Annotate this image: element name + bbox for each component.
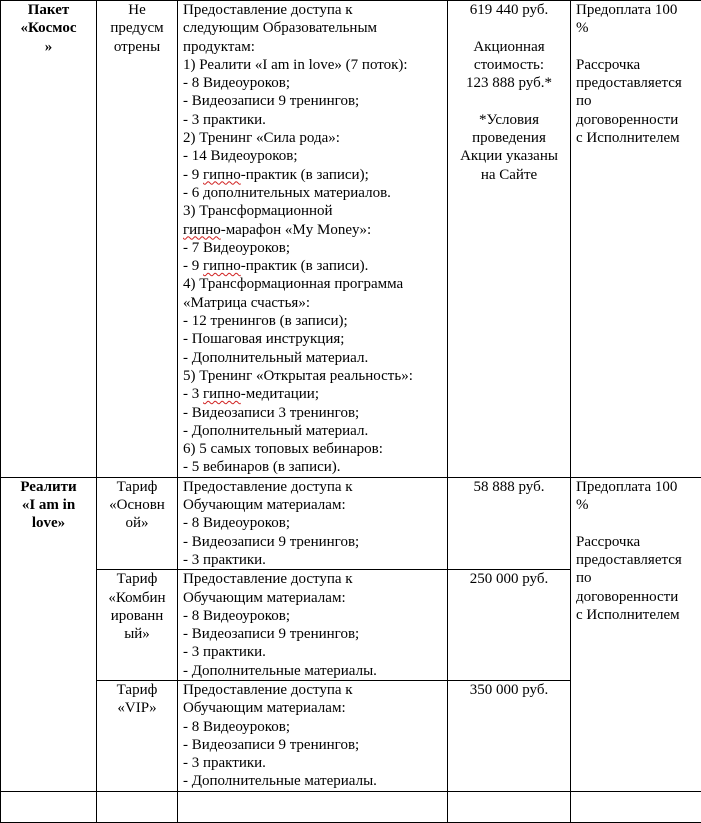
- text-line: 1) Реалити «I am in love» (7 поток):: [183, 56, 442, 74]
- package-cell: [1, 1, 97, 478]
- text-line: предоставляется: [576, 551, 696, 569]
- price-cell: [448, 570, 571, 681]
- payment-cell: [571, 477, 701, 791]
- package-cell: [1, 477, 97, 791]
- text-line: Пакет: [6, 1, 91, 19]
- text-line: договоренности: [576, 588, 696, 606]
- text-line: «Космос: [6, 19, 91, 37]
- text-line: 2) Тренинг «Сила рода»:: [183, 129, 442, 147]
- text-line: - 7 Видеоуроков;: [183, 239, 442, 257]
- text-line: - 3 гипно-медитации;: [183, 385, 442, 403]
- description-cell: [178, 680, 448, 791]
- text-line: love»: [6, 514, 91, 532]
- spellcheck-mark: гипно: [183, 222, 221, 238]
- text-line: ый»: [102, 625, 172, 643]
- text-line: Тариф: [102, 681, 172, 699]
- text-line: 5) Тренинг «Открытая реальность»:: [183, 367, 442, 385]
- text-line: 6) 5 самых топовых вебинаров:: [183, 440, 442, 458]
- text-line: отрены: [102, 38, 172, 56]
- text-line: - Видеозаписи 3 тренингов;: [183, 404, 442, 422]
- price-cell: [448, 1, 571, 478]
- text-line: Предоставление доступа к: [183, 681, 442, 699]
- text-line: с Исполнителем: [576, 606, 696, 624]
- text-line: стоимость:: [453, 56, 565, 74]
- text-line: [453, 19, 565, 37]
- text-line: по: [576, 92, 696, 110]
- text-line: - 6 дополнительных материалов.: [183, 184, 442, 202]
- text-line: - 8 Видеоуроков;: [183, 718, 442, 736]
- text-line: ированн: [102, 607, 172, 625]
- description-cell: [178, 1, 448, 478]
- text-line: - Дополнительные материалы.: [183, 662, 442, 680]
- text-line: 250 000 руб.: [453, 570, 565, 588]
- text-line: проведения: [453, 129, 565, 147]
- text-line: Обучающим материалам:: [183, 699, 442, 717]
- text-line: Предоставление доступа к: [183, 1, 442, 19]
- text-line: - 8 Видеоуроков;: [183, 74, 442, 92]
- text-line: Реалити: [6, 478, 91, 496]
- text-line: Акции указаны: [453, 147, 565, 165]
- text-line: - 9 гипно-практик (в записи).: [183, 257, 442, 275]
- text-line: 4) Трансформационная программа: [183, 275, 442, 293]
- empty-cell: [178, 791, 448, 822]
- text-line: - Дополнительный материал.: [183, 422, 442, 440]
- text-line: с Исполнителем: [576, 129, 696, 147]
- text-line: - Дополнительные материалы.: [183, 772, 442, 790]
- text-line: «Комбин: [102, 589, 172, 607]
- tariff-cell: [97, 1, 178, 478]
- description-cell: [178, 477, 448, 569]
- text-line: Тариф: [102, 570, 172, 588]
- text-line: предоставляется: [576, 74, 696, 92]
- text-line: договоренности: [576, 111, 696, 129]
- price-cell: [448, 680, 571, 791]
- text-line: [576, 514, 696, 532]
- text-line: 350 000 руб.: [453, 681, 565, 699]
- text-line: «Основн: [102, 496, 172, 514]
- empty-cell: [571, 791, 701, 822]
- table-row-reality-basic: [1, 477, 701, 569]
- text-line: *Условия: [453, 111, 565, 129]
- price-cell: [448, 477, 571, 569]
- table-row-next: [1, 791, 701, 822]
- text-line: %: [576, 496, 696, 514]
- spellcheck-mark: гипно: [203, 167, 241, 183]
- text-line: - 3 практики.: [183, 754, 442, 772]
- text-line: - Видеозаписи 9 тренингов;: [183, 92, 442, 110]
- text-line: - 3 практики.: [183, 643, 442, 661]
- text-line: - 3 практики.: [183, 111, 442, 129]
- text-line: Предоплата 100: [576, 1, 696, 19]
- text-line: Обучающим материалам:: [183, 496, 442, 514]
- tariff-cell: [97, 570, 178, 681]
- text-line: Предоплата 100: [576, 478, 696, 496]
- text-line: - 9 гипно-практик (в записи);: [183, 166, 442, 184]
- text-line: гипно-марафон «My Money»:: [183, 221, 442, 239]
- description-cell: [178, 570, 448, 681]
- text-line: - 12 тренингов (в записи);: [183, 312, 442, 330]
- empty-cell: [97, 791, 178, 822]
- text-line: «VIP»: [102, 699, 172, 717]
- text-line: Обучающим материалам:: [183, 589, 442, 607]
- text-line: - 8 Видеоуроков;: [183, 514, 442, 532]
- text-line: [453, 92, 565, 110]
- text-line: Рассрочка: [576, 533, 696, 551]
- text-line: ой»: [102, 514, 172, 532]
- text-line: - Видеозаписи 9 тренингов;: [183, 533, 442, 551]
- text-line: - Пошаговая инструкция;: [183, 330, 442, 348]
- text-line: следующим Образовательным: [183, 19, 442, 37]
- text-line: - 5 вебинаров (в записи).: [183, 458, 442, 476]
- text-line: - 3 практики.: [183, 551, 442, 569]
- text-line: «Матрица счастья»:: [183, 294, 442, 312]
- text-line: 619 440 руб.: [453, 1, 565, 19]
- spellcheck-mark: гипно: [203, 386, 241, 402]
- payment-cell: [571, 1, 701, 478]
- text-line: Рассрочка: [576, 56, 696, 74]
- table-row-kosmos: [1, 1, 701, 478]
- tariff-cell: [97, 477, 178, 569]
- text-line: Предоставление доступа к: [183, 478, 442, 496]
- text-line: - Дополнительный материал.: [183, 349, 442, 367]
- text-line: - 8 Видеоуроков;: [183, 607, 442, 625]
- text-line: - Видеозаписи 9 тренингов;: [183, 625, 442, 643]
- text-line: на Сайте: [453, 166, 565, 184]
- text-line: Не: [102, 1, 172, 19]
- text-line: по: [576, 569, 696, 587]
- spellcheck-mark: гипно: [203, 258, 241, 274]
- tariff-cell: [97, 680, 178, 791]
- empty-cell: [448, 791, 571, 822]
- text-line: - Видеозаписи 9 тренингов;: [183, 736, 442, 754]
- text-line: 123 888 руб.*: [453, 74, 565, 92]
- text-line: Акционная: [453, 38, 565, 56]
- text-line: «I am in: [6, 496, 91, 514]
- text-line: Предоставление доступа к: [183, 570, 442, 588]
- text-line: Тариф: [102, 478, 172, 496]
- text-line: 3) Трансформационной: [183, 202, 442, 220]
- text-line: 58 888 руб.: [453, 478, 565, 496]
- text-line: [576, 38, 696, 56]
- empty-cell: [1, 791, 97, 822]
- text-line: - 14 Видеоуроков;: [183, 147, 442, 165]
- text-line: продуктам:: [183, 38, 442, 56]
- text-line: »: [6, 38, 91, 56]
- text-line: %: [576, 19, 696, 37]
- text-line: предусм: [102, 19, 172, 37]
